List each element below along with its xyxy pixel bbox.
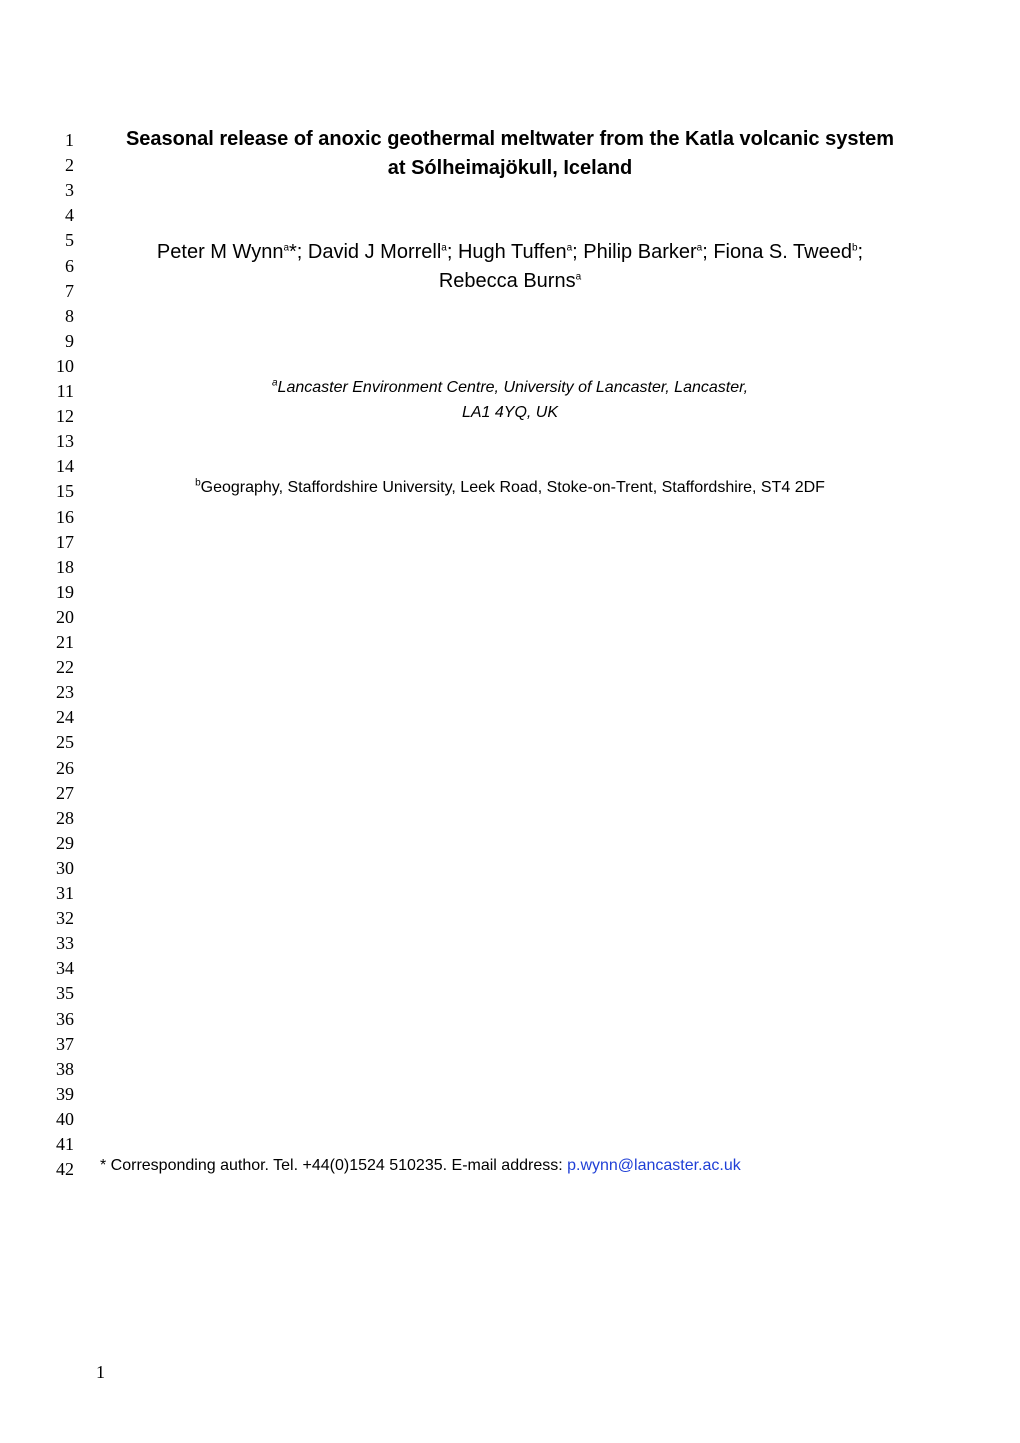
- affiliation-b-text: Geography, Staffordshire University, Leek Road, Stoke-on-Trent, Staffordshire, ST4 2DF: [200, 479, 825, 496]
- line-number: 13: [56, 431, 74, 452]
- line-number: 2: [65, 155, 74, 176]
- affiliation-mark: a: [283, 242, 290, 254]
- line-number: 20: [56, 606, 74, 627]
- line-number: 23: [56, 682, 74, 703]
- affiliation-a-line-2: LA1 4YQ, UK: [461, 404, 559, 421]
- line-number: 12: [56, 406, 74, 427]
- line-number: 24: [56, 707, 74, 728]
- author-name: Philip Barker: [583, 241, 697, 263]
- line-number: 6: [65, 255, 74, 276]
- line-number: 19: [56, 581, 74, 602]
- line-number: 35: [56, 983, 74, 1004]
- line-number: 4: [65, 205, 74, 226]
- corresponding-author-note: [100, 1157, 920, 1175]
- line-number: 42: [56, 1159, 74, 1180]
- author-name: Peter M Wynn: [156, 241, 284, 263]
- affiliation-mark: b: [195, 477, 201, 489]
- paper-title-line-1: Seasonal release of anoxic geothermal meltwater from the Katla volcanic system: [125, 128, 895, 150]
- line-number: 25: [56, 732, 74, 753]
- line-number: 30: [56, 857, 74, 878]
- line-number: 11: [56, 381, 74, 401]
- author-separator: ;: [702, 241, 714, 263]
- line-number: 15: [56, 481, 74, 502]
- author-separator: *;: [289, 241, 308, 263]
- paper-title-line-2: at Sólheimajökull, Iceland: [387, 157, 633, 179]
- line-number: 16: [56, 506, 74, 527]
- line-number: 41: [56, 1134, 74, 1154]
- line-number: 27: [56, 782, 74, 803]
- line-number: 31: [56, 883, 74, 903]
- corresponding-author-text: * Corresponding author. Tel. +44(0)1524 510235. E-mail address:: [100, 1157, 568, 1174]
- line-number: 29: [56, 832, 74, 853]
- affiliation-mark: a: [696, 242, 703, 254]
- line-number: 5: [65, 230, 74, 251]
- line-number: 26: [56, 757, 74, 778]
- affiliation-mark: a: [575, 271, 582, 283]
- line-number: 33: [56, 933, 74, 954]
- line-number: 14: [56, 456, 74, 477]
- line-number: 34: [56, 958, 74, 979]
- line-number: 7: [65, 280, 74, 301]
- email-link[interactable]: p.wynn@lancaster.ac.uk: [567, 1157, 741, 1174]
- line-number: 17: [56, 531, 74, 552]
- line-number: 28: [56, 807, 74, 828]
- line-number: 22: [56, 657, 74, 678]
- line-number: 3: [65, 180, 74, 201]
- line-number: 1: [65, 130, 74, 150]
- line-number: 32: [56, 908, 74, 929]
- affiliation-mark: a: [566, 242, 573, 254]
- line-number: 39: [56, 1083, 74, 1104]
- author-name: David J Morrell: [307, 241, 442, 263]
- line-number: 38: [56, 1058, 74, 1079]
- line-number: 10: [56, 355, 74, 376]
- line-number: 9: [65, 330, 74, 351]
- line-number: 8: [65, 305, 74, 326]
- author-name: Hugh Tuffen: [457, 241, 567, 263]
- author-separator: ;: [446, 241, 458, 263]
- line-number: 37: [56, 1033, 74, 1054]
- affiliation-mark: a: [271, 377, 278, 389]
- affiliation-a-line-1: [100, 379, 920, 397]
- affiliation-a-text: Lancaster Environment Centre, University of Lancaster, Lancaster,: [277, 379, 749, 396]
- affiliation-mark: a: [441, 242, 447, 254]
- author-name: Fiona S. Tweed: [713, 241, 852, 263]
- line-number: 40: [56, 1108, 74, 1129]
- line-number: 18: [56, 556, 74, 577]
- author-name: Rebecca Burns: [438, 270, 576, 292]
- author-separator: ;: [572, 241, 584, 263]
- affiliation-mark: b: [851, 242, 858, 254]
- page-number: 1: [96, 1362, 105, 1382]
- author-list-line-2: [100, 270, 920, 293]
- line-number: 36: [56, 1008, 74, 1029]
- affiliation-b: [100, 479, 920, 497]
- author-separator: ;: [857, 241, 864, 263]
- author-list-line-1: [100, 241, 920, 264]
- line-number: 21: [56, 632, 74, 652]
